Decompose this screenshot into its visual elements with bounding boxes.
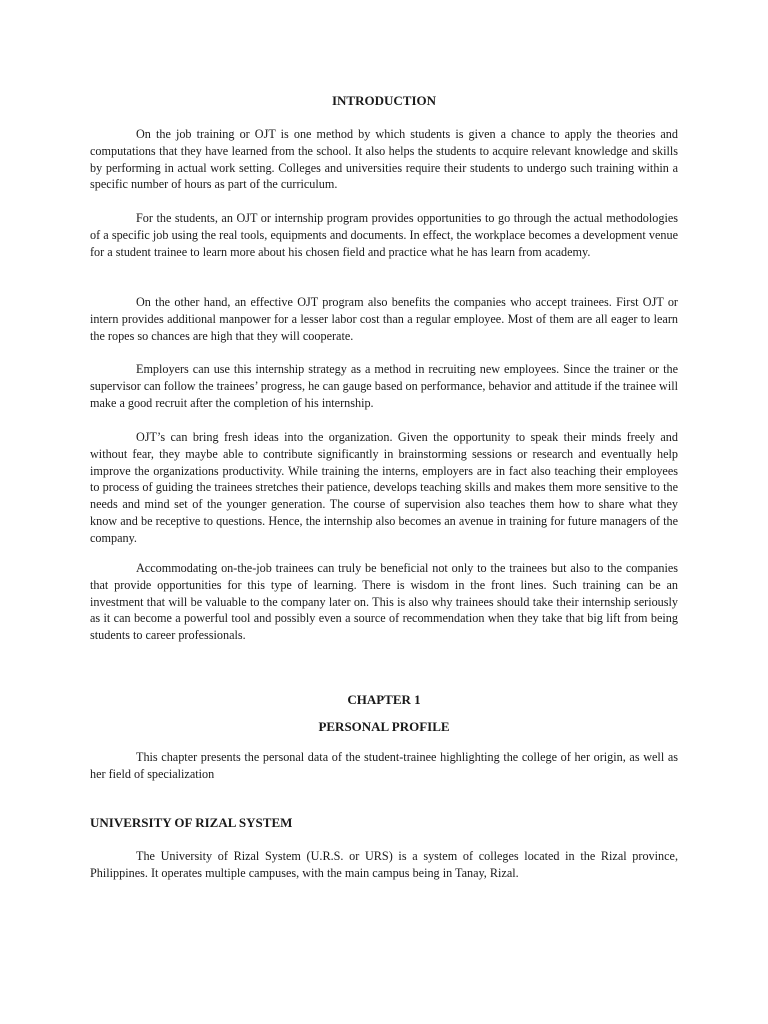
intro-paragraph-1: On the job training or OJT is one method by which students is given a chance to apply the theories and computations that they have learned from the school. It also helps the students to acquire relevant knowledge and skills by performing in actual work setting. Colleges and universities require their students to undergo such training within a specific number of hours as part of the curriculum. (90, 127, 678, 192)
intro-paragraph-2: For the students, an OJT or internship program provides opportunities to go through the actual methodologies of a specific job using the real tools, equipments and documents. In effect, the workplace becomes a development venue for a student trainee to learn more about his chosen field and practice what he has learn from academy. (90, 211, 678, 259)
university-heading: UNIVERSITY OF RIZAL SYSTEM (90, 815, 293, 830)
intro-paragraph-4: Employers can use this internship strategy as a method in recruiting new employees. Since the trainer or the supervisor can follow the trainees’ progress, he can gauge based on performance, behavior and attitude if the trainee will make a good recruit after the completion of his internship. (90, 362, 678, 410)
personal-profile-heading: PERSONAL PROFILE (318, 719, 450, 734)
intro-paragraph-3: On the other hand, an effective OJT program also benefits the companies who accept trainees. First OJT or intern provides additional manpower for a lesser labor cost than a regular employee. Most of them are all eager to learn the ropes so chances are high that they will cooperate. (90, 295, 678, 343)
intro-paragraph-6: Accommodating on-the-job trainees can truly be beneficial not only to the trainees but also to the companies that provide opportunities for this type of learning. There is wisdom in the front lines. Such training can be an investment that will be valuable to the company later on. This is also why trainees should take their internship seriously as it can become a powerful tool and possibly even a source of recommendation when they take that big lift from being students to career professionals. (90, 561, 678, 643)
chapter-heading: CHAPTER 1 (347, 692, 421, 707)
profile-paragraph: This chapter presents the personal data of the student-trainee highlighting the college of her origin, as well as her field of specialization (90, 750, 678, 781)
introduction-heading: INTRODUCTION (331, 93, 436, 108)
intro-paragraph-5: OJT’s can bring fresh ideas into the organization. Given the opportunity to speak their minds freely and without fear, they maybe able to contribute significantly in brainstorming sessions or research and eventually help improve the organizations productivity. While training the interns, employers are in fact also teaching their employees to process of guiding the trainees stretches their patience, develops teaching skills and makes them more sensitive to the needs and mind set of the younger generation. The course of supervision also teaches them how to share what they know and be receptive to questions. Hence, the internship also becomes an avenue in training for future managers of the company. (90, 430, 678, 545)
university-paragraph: The University of Rizal System (U.R.S. or URS) is a system of colleges located in the Rizal province, Philippines. It operates multiple campuses, with the main campus being in Tanay, Rizal. (90, 849, 678, 880)
document-page (90, 0, 678, 1024)
